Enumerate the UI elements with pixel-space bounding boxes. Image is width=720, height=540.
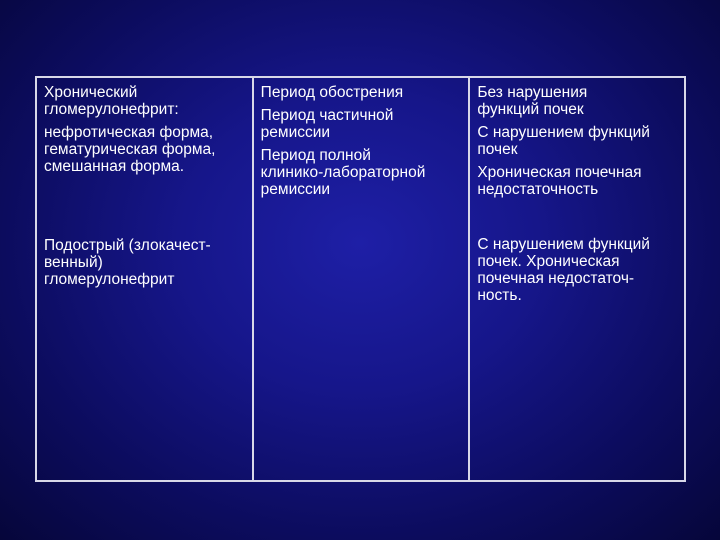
period-exacerbation: Период обострения — [260, 84, 404, 101]
function-impaired: С нарушением функций почек — [477, 124, 650, 158]
classification-table — [35, 76, 686, 482]
chronic-glomerulonephritis-label: Хронический гломерулонефрит: — [44, 84, 179, 118]
chronic-renal-failure: Хроническая почечная недостаточность — [477, 164, 642, 198]
period-partial-remission: Период частичной ремиссии — [260, 107, 394, 141]
subacute-glomerulonephritis-label: Подострый (злокачест- венный) гломерулонефрит — [44, 237, 211, 288]
table-cell-period — [252, 78, 469, 480]
table-cell-form — [37, 78, 252, 480]
subacute-function-impaired: С нарушением функций почек. Хроническая почечная недостаточ- ность. — [477, 236, 650, 304]
function-normal: Без нарушения функций почек — [477, 84, 588, 118]
chronic-forms-list: нефротическая форма, гематурическая форма, смешанная форма. — [44, 124, 216, 175]
table-cell-kidney-function — [468, 78, 684, 480]
period-full-remission: Период полной клинико-лабораторной ремиссии — [260, 147, 426, 198]
